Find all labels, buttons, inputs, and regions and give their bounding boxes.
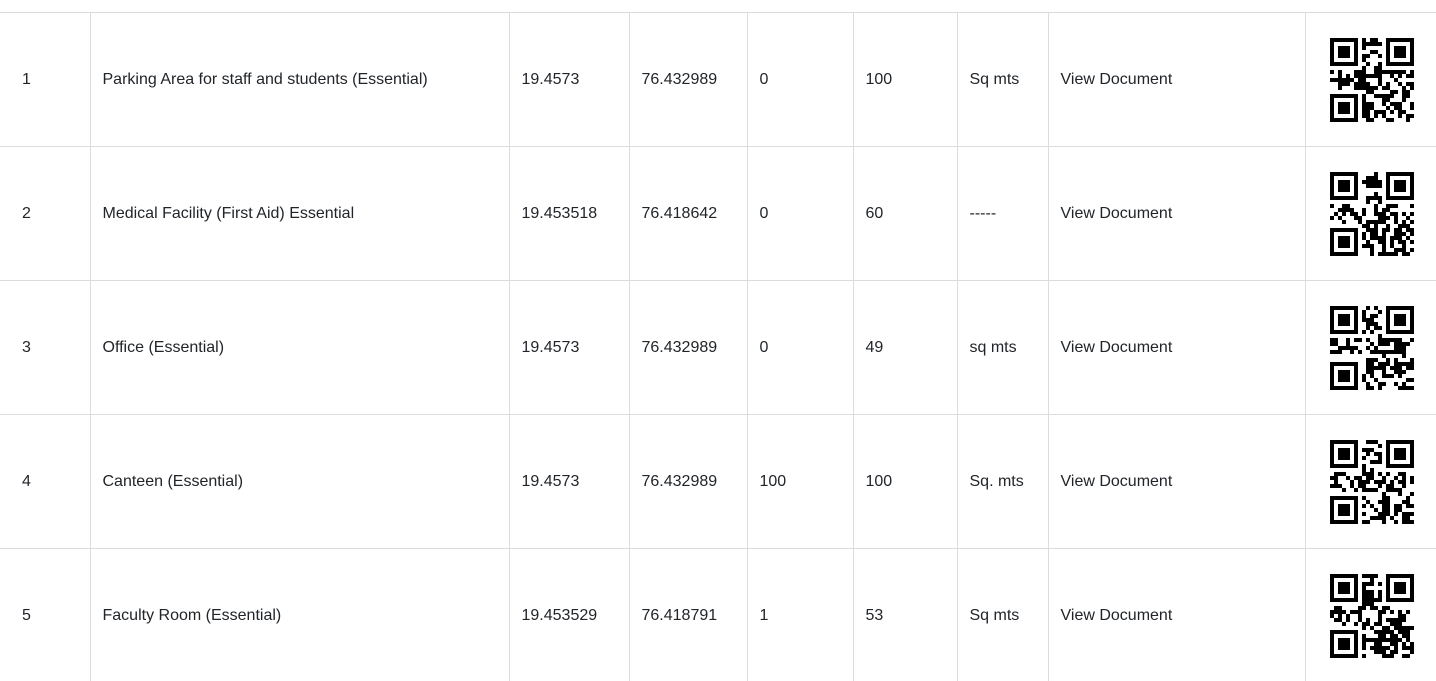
serial-number-cell: 4 bbox=[0, 415, 90, 549]
unit-cell: Sq mts bbox=[957, 13, 1048, 147]
latitude-cell: 19.453529 bbox=[509, 549, 629, 681]
document-cell bbox=[1048, 549, 1305, 681]
latitude-cell: 19.453518 bbox=[509, 147, 629, 281]
qr-code-cell bbox=[1305, 13, 1436, 147]
unit-cell: sq mts bbox=[957, 281, 1048, 415]
qr-code-icon bbox=[1330, 38, 1414, 122]
document-cell bbox=[1048, 415, 1305, 549]
view-document-link[interactable]: View Document bbox=[1060, 70, 1173, 88]
value-cell: 0 bbox=[747, 281, 853, 415]
qr-code-icon bbox=[1330, 172, 1414, 256]
facilities-table-container bbox=[0, 12, 1436, 681]
table-row bbox=[0, 13, 1436, 147]
unit-cell: Sq mts bbox=[957, 549, 1048, 681]
view-document-link[interactable]: View Document bbox=[1060, 338, 1173, 356]
value-cell: 100 bbox=[747, 415, 853, 549]
facility-name-cell: Parking Area for staff and students (Essential) bbox=[90, 13, 509, 147]
qr-code-icon bbox=[1330, 574, 1414, 658]
facilities-table bbox=[0, 12, 1436, 681]
document-cell bbox=[1048, 13, 1305, 147]
longitude-cell: 76.432989 bbox=[629, 13, 747, 147]
facility-name-cell: Canteen (Essential) bbox=[90, 415, 509, 549]
table-row bbox=[0, 415, 1436, 549]
value-cell: 0 bbox=[747, 147, 853, 281]
document-cell bbox=[1048, 281, 1305, 415]
qr-code-icon bbox=[1330, 306, 1414, 390]
latitude-cell: 19.4573 bbox=[509, 415, 629, 549]
view-document-link[interactable]: View Document bbox=[1060, 472, 1173, 490]
longitude-cell: 76.418791 bbox=[629, 549, 747, 681]
qr-code-icon bbox=[1330, 440, 1414, 524]
qr-code-cell bbox=[1305, 147, 1436, 281]
qr-code-cell bbox=[1305, 549, 1436, 681]
serial-number-cell: 2 bbox=[0, 147, 90, 281]
area-cell: 53 bbox=[853, 549, 957, 681]
view-document-link[interactable]: View Document bbox=[1060, 606, 1173, 624]
latitude-cell: 19.4573 bbox=[509, 281, 629, 415]
longitude-cell: 76.432989 bbox=[629, 415, 747, 549]
latitude-cell: 19.4573 bbox=[509, 13, 629, 147]
facility-name-cell: Office (Essential) bbox=[90, 281, 509, 415]
view-document-link[interactable]: View Document bbox=[1060, 204, 1173, 222]
table-row bbox=[0, 549, 1436, 681]
area-cell: 100 bbox=[853, 415, 957, 549]
longitude-cell: 76.418642 bbox=[629, 147, 747, 281]
document-cell bbox=[1048, 147, 1305, 281]
longitude-cell: 76.432989 bbox=[629, 281, 747, 415]
serial-number-cell: 1 bbox=[0, 13, 90, 147]
area-cell: 100 bbox=[853, 13, 957, 147]
facility-name-cell: Medical Facility (First Aid) Essential bbox=[90, 147, 509, 281]
serial-number-cell: 3 bbox=[0, 281, 90, 415]
value-cell: 0 bbox=[747, 13, 853, 147]
area-cell: 49 bbox=[853, 281, 957, 415]
facility-name-cell: Faculty Room (Essential) bbox=[90, 549, 509, 681]
qr-code-cell bbox=[1305, 281, 1436, 415]
value-cell: 1 bbox=[747, 549, 853, 681]
table-row bbox=[0, 281, 1436, 415]
table-row bbox=[0, 147, 1436, 281]
area-cell: 60 bbox=[853, 147, 957, 281]
qr-code-cell bbox=[1305, 415, 1436, 549]
unit-cell: Sq. mts bbox=[957, 415, 1048, 549]
serial-number-cell: 5 bbox=[0, 549, 90, 681]
unit-cell: ----- bbox=[957, 147, 1048, 281]
